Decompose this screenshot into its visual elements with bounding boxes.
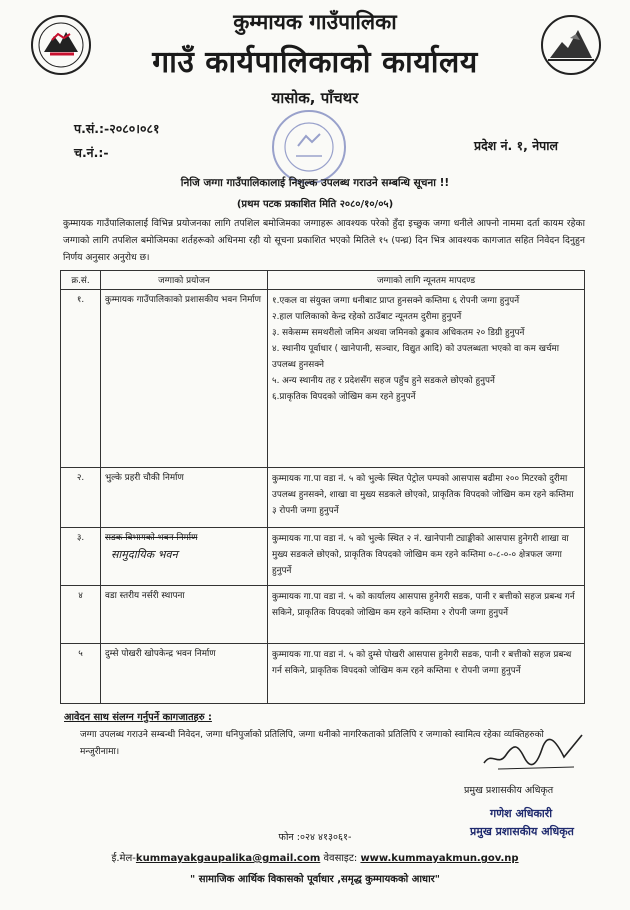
officer-title: प्रमुख प्रशासकीय अधिकृत [470, 825, 574, 838]
row-serial: ५ [61, 644, 101, 704]
office-name: गाउँ कार्यपालिकाको कार्यालय [152, 45, 478, 80]
office-address: यासोक, पाँचथर [271, 89, 359, 107]
row-purpose [101, 528, 268, 586]
criteria-line: १.एकल वा संयुक्त जग्गा धनीबाट प्राप्त हुनसक्ने कम्तिमा ६ रोपनी जग्गा हुनुपर्ने [272, 296, 520, 306]
website-link[interactable]: www.kummayakmun.gov.np [360, 853, 519, 864]
email-label: ई.मेल- [111, 853, 136, 864]
header-serial: क्र.सं. [61, 271, 101, 290]
website-label: वेवसाइट: [320, 853, 361, 864]
signatory-title: प्रमुख प्रशासकीय अधिकृत [464, 785, 554, 796]
criteria-line: २.हाल पालिकाको केन्द्र रहेको ठाउँबाट न्यूनतम दुरीमा हुनुपर्ने [272, 312, 462, 322]
office-phone: फोन :०२४ ४१३०६१- [278, 832, 352, 843]
email-link[interactable]: kummayakgaupalika@gmail.com [135, 853, 321, 864]
notice-title: निजि जग्गा गाउँपालिकालाई निशुल्क उपलब्ध गराउने सम्बन्धि सूचना !! [180, 177, 450, 189]
criteria-line: ४. स्थानीय पूर्वाधार ( खानेपानी, सञ्चार, विद्युत आदि) को उपलब्धता भएको वा कम खर्चमा उपलब्ध हुनसक्ने [272, 344, 560, 370]
notice-intro-paragraph: कुम्मायक गाउँपालिकालाई विभिन्न प्रयोजनका लागि तपशिल बमोजिमका जग्गाहरू आवश्यक परेको हुँदा इच्छुक जग्गा धनीले आफ्नो नाममा दर्ता कायम रहेका जग्गाको लागि तपशिल बमोजिमका शर्तहरूको अधिनमा रही यो सूचना प्रकाशित भएको मितिले १५ (पन्ध्र) दिन भित्र आवश्यक कागजात सहित निवेदन दिनुहुन निर्णय अनुसार अनुरोध छ। [63, 218, 585, 263]
table-header-row [61, 271, 585, 290]
struck-purpose-text: सडक विभागको भवन निर्माण [105, 533, 198, 543]
table-row [61, 586, 585, 644]
attachments-heading: आवेदन साथ संलग्न गर्नुपर्ने कागजातहरु : [64, 712, 212, 723]
attachments-text: जग्गा उपलब्ध गराउने सम्बन्धी निवेदन, जग्गा धनिपुर्जाको प्रतिलिपि, जग्गा धनीको नागरिकताको प्रतिलिपि र जग्गाको स्वामित्व रहेका व्यक्तिहरुको मन्जुरीनामा। [80, 730, 544, 757]
row-serial: ३. [61, 528, 101, 586]
row-criteria: कुम्मायक गा.पा वडा नं. ५ को भुल्के स्थित २ नं. खानेपानी ट्याङ्कीको आसपास हुनेगरी शाखा वा मुख्य सडकले छोएको, प्राकृतिक विपदको जोखिम कम रहने कम्तिमा ०-८-०-० क्षेत्रफल जग्गा हुनुपर्ने [268, 528, 585, 586]
row-purpose: कुम्मायक गाउँपालिकाको प्रशासकीय भवन निर्माण [101, 290, 268, 468]
row-criteria [268, 290, 585, 468]
row-criteria: कुम्मायक गा.पा वडा नं. ५ को दुम्से पोखरी आसपास हुनेगरी सडक, पानी र बत्तीको सहज प्रबन्ध गर्न सकिने, प्राकृतिक विपदको जोखिम कम रहने कम्तिमा १ रोपनी जग्गा हुनुपर्ने [268, 644, 585, 704]
header-criteria: जग्गाको लागि न्यूनतम मापदण्ड [268, 271, 585, 290]
row-serial: ४ [61, 586, 101, 644]
dispatch-number: च.नं.:- [74, 145, 109, 160]
signature-icon [478, 727, 588, 777]
row-purpose: भुल्के प्रहरी चौकी निर्माण [101, 468, 268, 528]
criteria-line: ६.प्राकृतिक विपदको जोखिम कम रहने हुनुपर्ने [272, 392, 416, 402]
requirements-table [60, 270, 585, 704]
row-criteria: कुम्मायक गा.पा वडा नं. ५ को भुल्के स्थित पेट्रोल पम्पको आसपास बढीमा २०० मिटरको दुरीमा उपलब्ध हुनसक्ने, शाखा वा मुख्य सडकले छोएको, प्राकृतिक विपदको जोखिम कम रहने कम्तिमा ३ रोपनी जग्गा हुनुपर्ने [268, 468, 585, 528]
table-row [61, 468, 585, 528]
row-serial: १. [61, 290, 101, 468]
criteria-line: ५. अन्य स्थानीय तह र प्रदेशसँग सहज पहुँच हुने सडकले छोएको हुनुपर्ने [272, 376, 495, 386]
table-row [61, 290, 585, 468]
footer-motto: " सामाजिक आर्थिक विकासको पूर्वाधार ,समृद्ध कुम्मायकको आधार" [190, 874, 440, 885]
header-purpose: जग्गाको प्रयोजन [101, 271, 268, 290]
handwritten-purpose-text: सामुदायिक भवन [111, 548, 178, 561]
officer-name: गणेश अधिकारी [490, 807, 553, 820]
municipality-name: कुम्मायक गाउँपालिका [233, 10, 397, 34]
province-label: प्रदेश नं. १, नेपाल [474, 138, 558, 153]
table-row [61, 528, 585, 586]
table-row [61, 644, 585, 704]
contact-line [0, 850, 630, 864]
row-purpose: वडा स्तरीय नर्सरी स्थापना [101, 586, 268, 644]
row-serial: २. [61, 468, 101, 528]
criteria-line: ३. सकेसम्म समथरीलो जमिन अथवा जमिनको ढुकाव अधिकतम २० डिग्री हुनुपर्ने [272, 328, 525, 338]
row-criteria: कुम्मायक गा.पा वडा नं. ५ को कार्यालय आसपास हुनेगरी सडक, पानी र बत्तीको सहज प्रबन्ध गर्न सकिने, प्राकृतिक विपदको जोखिम कम रहने कम्तिमा २ रोपनी जग्गा हुनुपर्ने [268, 586, 585, 644]
reference-number: प.सं.:-२०८०।०८१ [74, 121, 160, 136]
notice-subtitle: (प्रथम पटक प्रकाशित मिति २०८०/१०/०५) [236, 199, 394, 210]
row-purpose: दुम्से पोखरी खोपकेन्द्र भवन निर्माण [101, 644, 268, 704]
